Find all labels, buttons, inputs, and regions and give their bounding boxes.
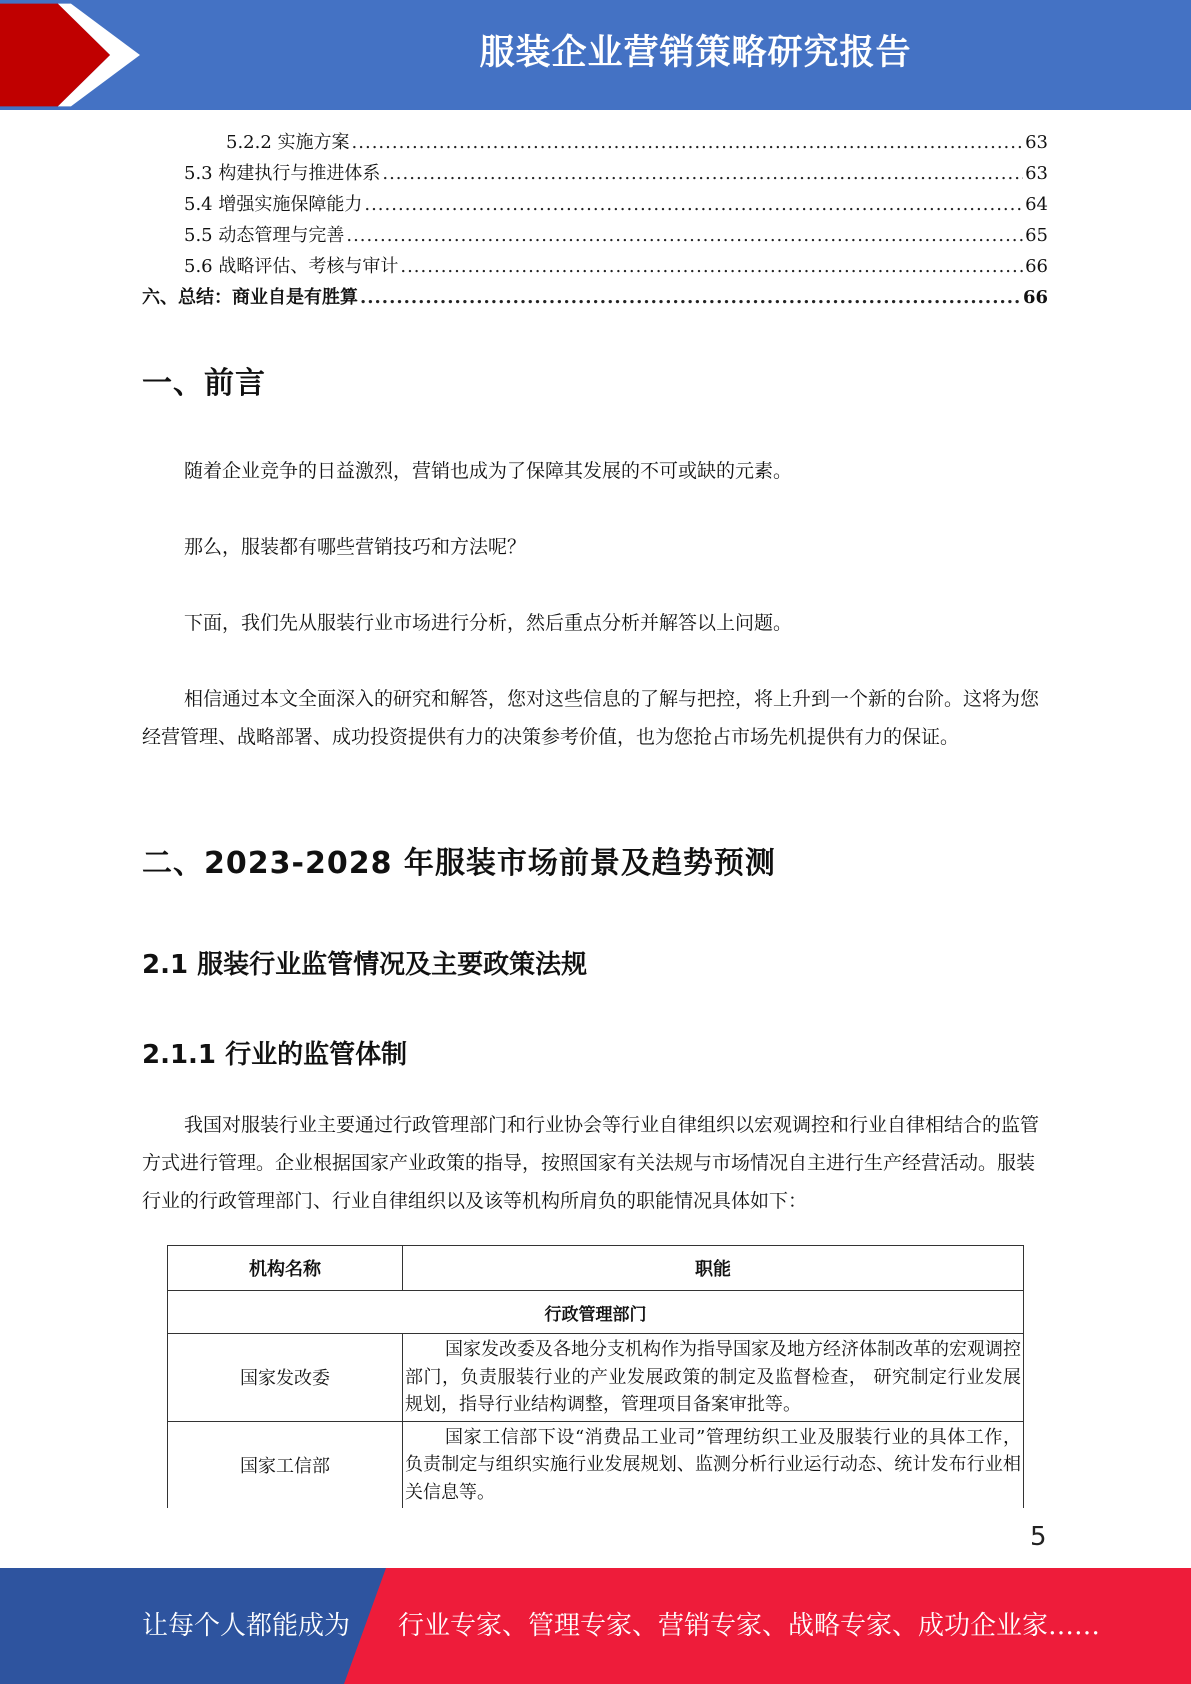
toc-entry[interactable]	[142, 221, 1048, 252]
regulatory-bodies-table	[167, 1245, 1024, 1508]
toc-entry-label: 六、总结：商业自是有胜算	[142, 287, 358, 308]
table-header-cell: 机构名称	[168, 1246, 403, 1291]
table-group-label: 行政管理部门	[168, 1291, 1024, 1334]
report-title: 服装企业营销策略研究报告	[479, 33, 912, 73]
footer-slogan-right: 行业专家、管理专家、营销专家、战略专家、成功企业家……	[398, 1611, 1101, 1641]
footer-slogan-left: 让每个人都能成为	[142, 1611, 351, 1641]
toc-entry-page: 64	[1025, 194, 1048, 215]
toc-entry-label: 5.5 动态管理与完善	[184, 225, 345, 246]
toc-leader-dots	[352, 132, 1024, 153]
toc-entry[interactable]	[142, 128, 1048, 159]
toc-entry-page: 63	[1025, 163, 1048, 184]
toc-entry-page: 66	[1025, 256, 1048, 277]
section-heading-forecast: 二、2023-2028 年服装市场前景及趋势预测	[142, 846, 776, 881]
toc-leader-dots	[346, 225, 1023, 246]
toc-entry-page: 65	[1025, 225, 1048, 246]
header-arrow-decoration	[0, 0, 140, 110]
table-of-contents	[142, 128, 1048, 314]
paragraph: 我国对服装行业主要通过行政管理部门和行业协会等行业自律组织以宏观调控和行业自律相结合的监管方式进行管理。企业根据国家产业政策的指导，按照国家有关法规与市场情况自主进行生产经营活动。服装行业的行政管理部门、行业自律组织以及该等机构所肩负的职能情况具体如下：	[142, 1114, 1040, 1212]
table-cell-org: 国家发改委	[168, 1334, 403, 1422]
toc-entry-label: 5.3 构建执行与推进体系	[184, 163, 381, 184]
toc-entry-page: 63	[1025, 132, 1048, 153]
subsection-heading: 2.1 服装行业监管情况及主要政策法规	[142, 950, 588, 980]
toc-entry-label: 5.4 增强实施保障能力	[184, 194, 363, 215]
paragraph: 下面，我们先从服装行业市场进行分析，然后重点分析并解答以上问题。	[184, 612, 793, 634]
toc-leader-dots	[400, 256, 1023, 277]
toc-entry[interactable]	[142, 283, 1048, 314]
toc-leader-dots	[360, 287, 1021, 308]
toc-leader-dots	[382, 163, 1023, 184]
toc-entry-label: 5.6 战略评估、考核与审计	[184, 256, 399, 277]
table-cell-function: 国家发改委及各地分支机构作为指导国家及地方经济体制改革的宏观调控部门，负责服装行业的产业发展政策的制定及监督检查， 研究制定行业发展规划，指导行业结构调整，管理项目备案审批等。	[403, 1334, 1024, 1422]
page-footer	[0, 1568, 1191, 1684]
paragraph: 相信通过本文全面深入的研究和解答，您对这些信息的了解与把控，将上升到一个新的台阶。这将为您经营管理、战略部署、成功投资提供有力的决策参考价值，也为您抢占市场先机提供有力的保证。	[142, 688, 1040, 748]
table-header-row	[168, 1246, 1024, 1291]
page-number: 5	[1030, 1522, 1047, 1552]
toc-entry[interactable]	[142, 190, 1048, 221]
section-heading-preface: 一、前言	[142, 366, 266, 401]
paragraph: 那么，服装都有哪些营销技巧和方法呢？	[184, 536, 527, 558]
toc-entry[interactable]	[142, 159, 1048, 190]
table-header-cell: 职能	[403, 1246, 1024, 1291]
table-cell-org: 国家工信部	[168, 1421, 403, 1508]
table-cell-function: 国家工信部下设“消费品工业司”管理纺织工业及服装行业的具体工作，负责制定与组织实施行业发展规划、监测分析行业运行动态、统计发布行业相关信息等。	[403, 1421, 1024, 1508]
page-header	[0, 0, 1191, 110]
toc-entry[interactable]	[142, 252, 1048, 283]
table-group-row	[168, 1291, 1024, 1334]
table-row	[168, 1421, 1024, 1508]
toc-leader-dots	[364, 194, 1023, 215]
paragraph: 随着企业竞争的日益激烈，营销也成为了保障其发展的不可或缺的元素。	[184, 460, 793, 482]
table-row	[168, 1334, 1024, 1422]
subsubsection-heading: 2.1.1 行业的监管体制	[142, 1040, 408, 1070]
toc-entry-label: 5.2.2 实施方案	[226, 132, 350, 153]
toc-entry-page: 66	[1022, 287, 1048, 308]
